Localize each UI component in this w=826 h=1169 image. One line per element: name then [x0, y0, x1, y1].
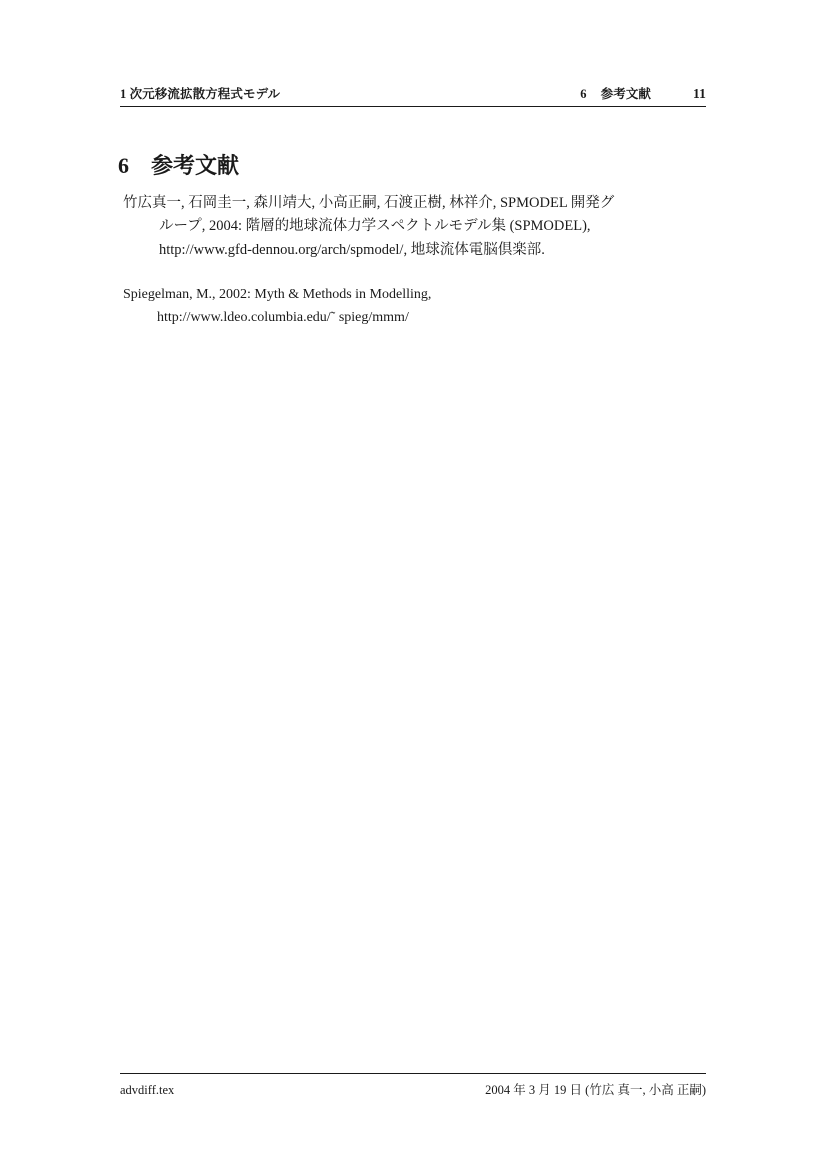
- page-footer: [120, 1080, 706, 1098]
- running-head-right: [580, 84, 706, 102]
- section-title-text: 参考文献: [151, 152, 240, 178]
- bib-entry-line-1: Spiegelman, M., 2002: Myth & Methods in Modelling,: [123, 287, 432, 303]
- footer-rule: [120, 1073, 706, 1074]
- running-head-left-title: 1 次元移流拡散方程式モデル: [120, 87, 281, 101]
- list-item: [123, 284, 711, 329]
- bib-entry-line-2: ループ, 2004: 階層的地球流体力学スペクトルモデル集 (SPMODEL),: [159, 218, 591, 235]
- list-item: [123, 192, 711, 262]
- page-number: 11: [693, 86, 706, 101]
- footer-date-authors: 2004 年 3 月 19 日 (竹広 真一, 小高 正嗣): [485, 1083, 706, 1097]
- running-head: [120, 84, 706, 102]
- running-head-rule: [120, 106, 706, 107]
- page-title: [118, 149, 239, 180]
- bib-entry-line-1: 竹広真一, 石岡圭一, 森川靖大, 小高正嗣, 石渡正樹, 林祥介, SPMODEL 開発グ: [123, 195, 615, 211]
- bibliography-list: [123, 192, 711, 346]
- bib-entry-line-2: http://www.ldeo.columbia.edu/˜ spieg/mmm/: [157, 310, 409, 326]
- bib-entry-line-3: http://www.gfd-dennou.org/arch/spmodel/, 地球流体電脳倶楽部.: [159, 241, 545, 258]
- section-number: 6: [118, 152, 129, 178]
- running-head-section-title: 参考文献: [600, 87, 652, 101]
- footer-filename: advdiff.tex: [120, 1083, 175, 1097]
- running-head-section-number: 6: [580, 87, 587, 101]
